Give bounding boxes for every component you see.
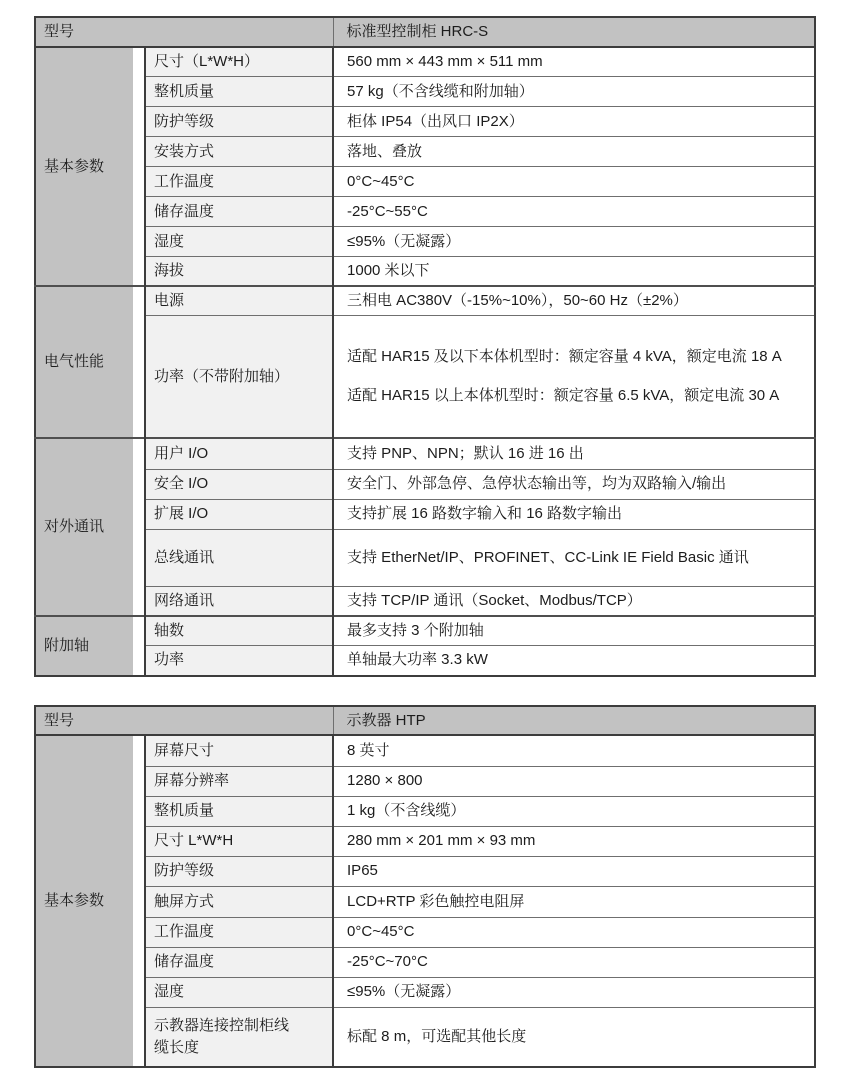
spec-label: 总线通讯 [145, 529, 333, 586]
spec-value: 280 mm × 201 mm × 93 mm [333, 826, 815, 856]
model-header-label: 型号 [35, 17, 333, 47]
spec-label: 安全 I/O [145, 469, 333, 499]
spec-value: ≤95%（无凝露） [333, 977, 815, 1007]
spec-label: 扩展 I/O [145, 499, 333, 529]
spec-label: 电源 [145, 286, 333, 315]
spec-label: 海拔 [145, 257, 333, 286]
spec-label: 网络通讯 [145, 586, 333, 616]
model-header-value: 标准型控制柜 HRC-S [333, 17, 815, 47]
spec-value: 57 kg（不含线缆和附加轴） [333, 77, 815, 107]
spec-label: 工作温度 [145, 167, 333, 197]
spec-label: 安装方式 [145, 137, 333, 167]
spec-label: 整机质量 [145, 796, 333, 826]
group-cell-communication: 对外通讯 [35, 438, 145, 616]
spec-value: 0°C~45°C [333, 167, 815, 197]
spec-label: 储存温度 [145, 197, 333, 227]
spec-value: IP65 [333, 856, 815, 886]
model-header-value: 示教器 HTP [333, 706, 815, 736]
spec-label: 屏幕尺寸 [145, 735, 333, 766]
spec-label: 工作温度 [145, 917, 333, 947]
spec-label: 湿度 [145, 227, 333, 257]
spec-value: 标配 8 m，可选配其他长度 [333, 1007, 815, 1067]
spec-value: 安全门、外部急停、急停状态输出等，均为双路输入/输出 [333, 469, 815, 499]
spec-value: 1 kg（不含线缆） [333, 796, 815, 826]
spec-value: 1280 × 800 [333, 766, 815, 796]
spec-label: 屏幕分辨率 [145, 766, 333, 796]
spec-value: 8 英寸 [333, 735, 815, 766]
spec-label: 轴数 [145, 616, 333, 645]
spec-value-paragraph: 适配 HAR15 及以下本体机型时：额定容量 4 kVA，额定电流 18 A [347, 348, 782, 366]
spec-label: 功率（不带附加轴） [145, 315, 333, 438]
group-cell-electrical: 电气性能 [35, 286, 145, 438]
spec-value: 三相电 AC380V（-15%~10%），50~60 Hz（±2%） [333, 286, 815, 315]
spec-value: 支持 EtherNet/IP、PROFINET、CC-Link IE Field Basic 通讯 [333, 529, 815, 586]
spec-value: 1000 米以下 [333, 257, 815, 286]
spec-value: 柜体 IP54（出风口 IP2X） [333, 107, 815, 137]
spec-value: 单轴最大功率 3.3 kW [333, 646, 815, 676]
group-cell-basic-params: 基本参数 [35, 47, 145, 286]
spec-value: ≤95%（无凝露） [333, 227, 815, 257]
spec-value: 560 mm × 443 mm × 511 mm [333, 47, 815, 77]
spec-value [333, 315, 815, 438]
spec-value: 支持 PNP、NPN；默认 16 进 16 出 [333, 438, 815, 469]
spec-label: 功率 [145, 646, 333, 676]
spec-value-paragraph: 适配 HAR15 以上本体机型时：额定容量 6.5 kVA，额定电流 30 A [347, 387, 780, 404]
group-cell-basic-params: 基本参数 [35, 735, 145, 1067]
spec-label: 防护等级 [145, 107, 333, 137]
spec-value: -25°C~55°C [333, 197, 815, 227]
spec-label: 防护等级 [145, 856, 333, 886]
spec-value: 支持扩展 16 路数字输入和 16 路数字输出 [333, 499, 815, 529]
spec-value: 0°C~45°C [333, 917, 815, 947]
controller-spec-table [34, 16, 816, 677]
spec-label: 整机质量 [145, 77, 333, 107]
group-cell-extra-axis: 附加轴 [35, 616, 145, 675]
pendant-spec-table [34, 705, 816, 1069]
spec-label: 湿度 [145, 977, 333, 1007]
spec-label: 尺寸 L*W*H [145, 826, 333, 856]
spec-value: 落地、叠放 [333, 137, 815, 167]
spec-label: 用户 I/O [145, 438, 333, 469]
spec-label: 储存温度 [145, 947, 333, 977]
spec-label: 尺寸（L*W*H） [145, 47, 333, 77]
spec-label: 示教器连接控制柜线缆长度 [145, 1007, 333, 1067]
spec-value: 支持 TCP/IP 通讯（Socket、Modbus/TCP） [333, 586, 815, 616]
spec-value: LCD+RTP 彩色触控电阻屏 [333, 886, 815, 917]
spec-value: -25°C~70°C [333, 947, 815, 977]
spec-label: 触屏方式 [145, 886, 333, 917]
model-header-label: 型号 [35, 706, 333, 736]
spec-value: 最多支持 3 个附加轴 [333, 616, 815, 645]
